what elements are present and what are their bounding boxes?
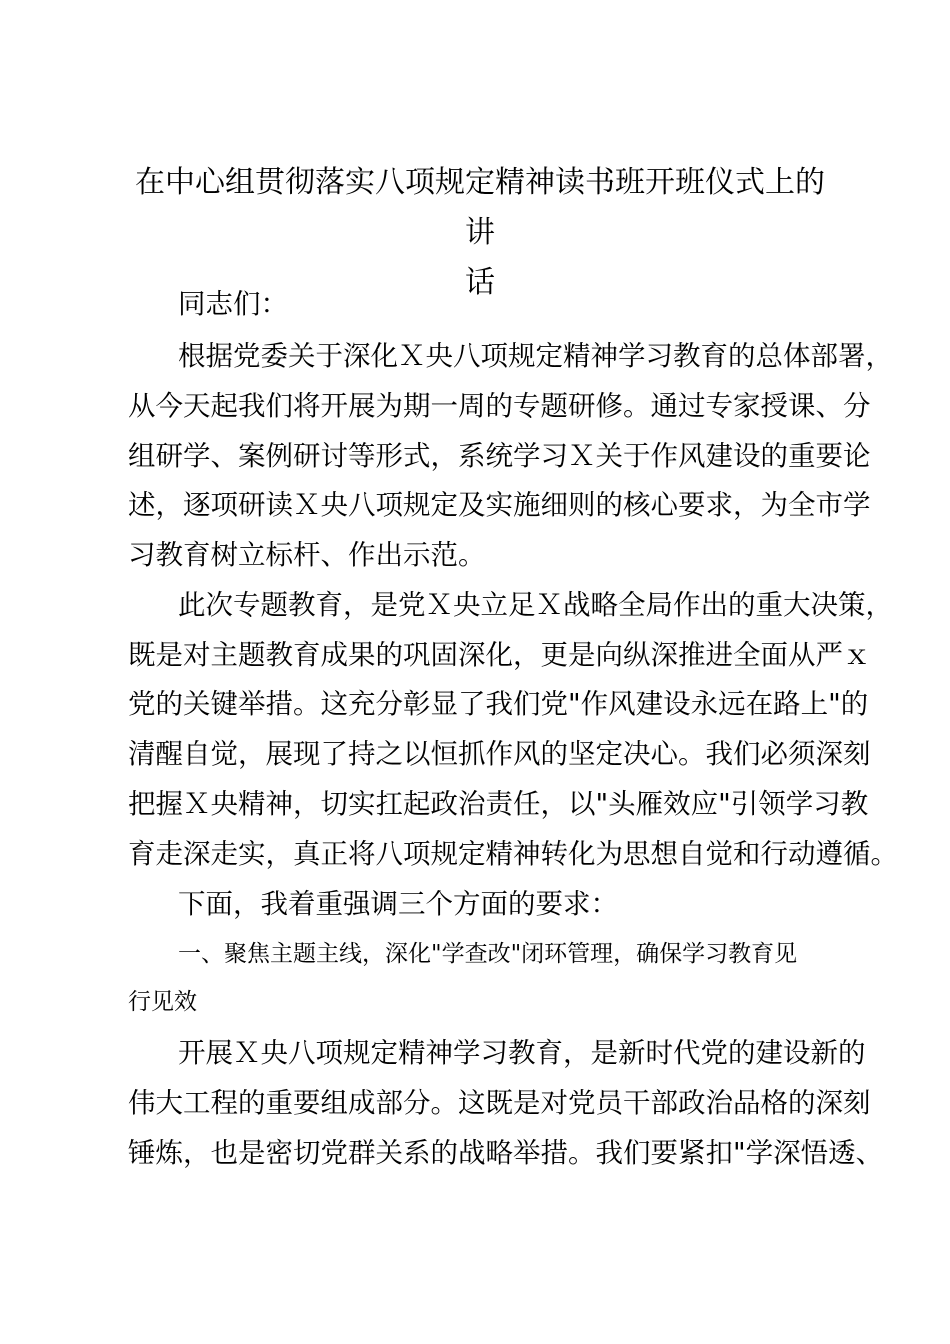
paragraph-1-line-2: 从今天起我们将开展为期一周的专题研修。通过专家授课、分 <box>128 390 871 422</box>
section-1-heading-line-2: 行见效 <box>128 989 197 1015</box>
salutation: 同志们： <box>178 288 288 320</box>
title-line-1: 在中心组贯彻落实八项规定精神读书班开班仪式上的讲 <box>135 165 825 250</box>
section-1-heading-line-1: 一、聚焦主题主线，深化"学查改"闭环管理，确保学习教育见 <box>178 941 798 967</box>
paragraph-3-line-3: 锤炼，也是密切党群关系的战略举措。我们要紧扣"学深悟透、 <box>128 1137 884 1169</box>
paragraph-1-line-3: 组研学、案例研讨等形式，系统学习Ｘ关于作风建设的重要论 <box>128 440 871 472</box>
paragraph-2-line-6: 育走深走实，真正将八项规定精神转化为思想自觉和行动遵循。 <box>128 838 898 870</box>
paragraph-3-line-1: 开展Ｘ央八项规定精神学习教育，是新时代党的建设新的 <box>178 1037 866 1069</box>
paragraph-1-line-1: 根据党委关于深化Ｘ央八项规定精神学习教育的总体部署， <box>178 340 893 372</box>
title-line-2: 话 <box>465 265 495 300</box>
paragraph-1-line-5: 习教育树立标杆、作出示范。 <box>128 539 486 571</box>
requirements-intro: 下面，我着重强调三个方面的要求： <box>178 888 618 920</box>
paragraph-2-line-3: 党的关键举措。这充分彰显了我们党"作风建设永远在路上"的 <box>128 688 869 720</box>
paragraph-3-line-2: 伟大工程的重要组成部分。这既是对党员干部政治品格的深刻 <box>128 1087 871 1119</box>
paragraph-2-line-4: 清醒自觉，展现了持之以恒抓作风的坚定决心。我们必须深刻 <box>128 738 871 770</box>
paragraph-2-line-2: 既是对主题教育成果的巩固深化，更是向纵深推进全面从严ｘ <box>128 639 871 671</box>
paragraph-2-line-1: 此次专题教育，是党Ｘ央立足Ｘ战略全局作出的重大决策， <box>178 589 893 621</box>
paragraph-1-line-4: 述，逐项研读Ｘ央八项规定及实施细则的核心要求，为全市学 <box>128 489 871 521</box>
paragraph-2-line-5: 把握Ｘ央精神，切实扛起政治责任，以"头雁效应"引领学习教 <box>128 788 869 820</box>
